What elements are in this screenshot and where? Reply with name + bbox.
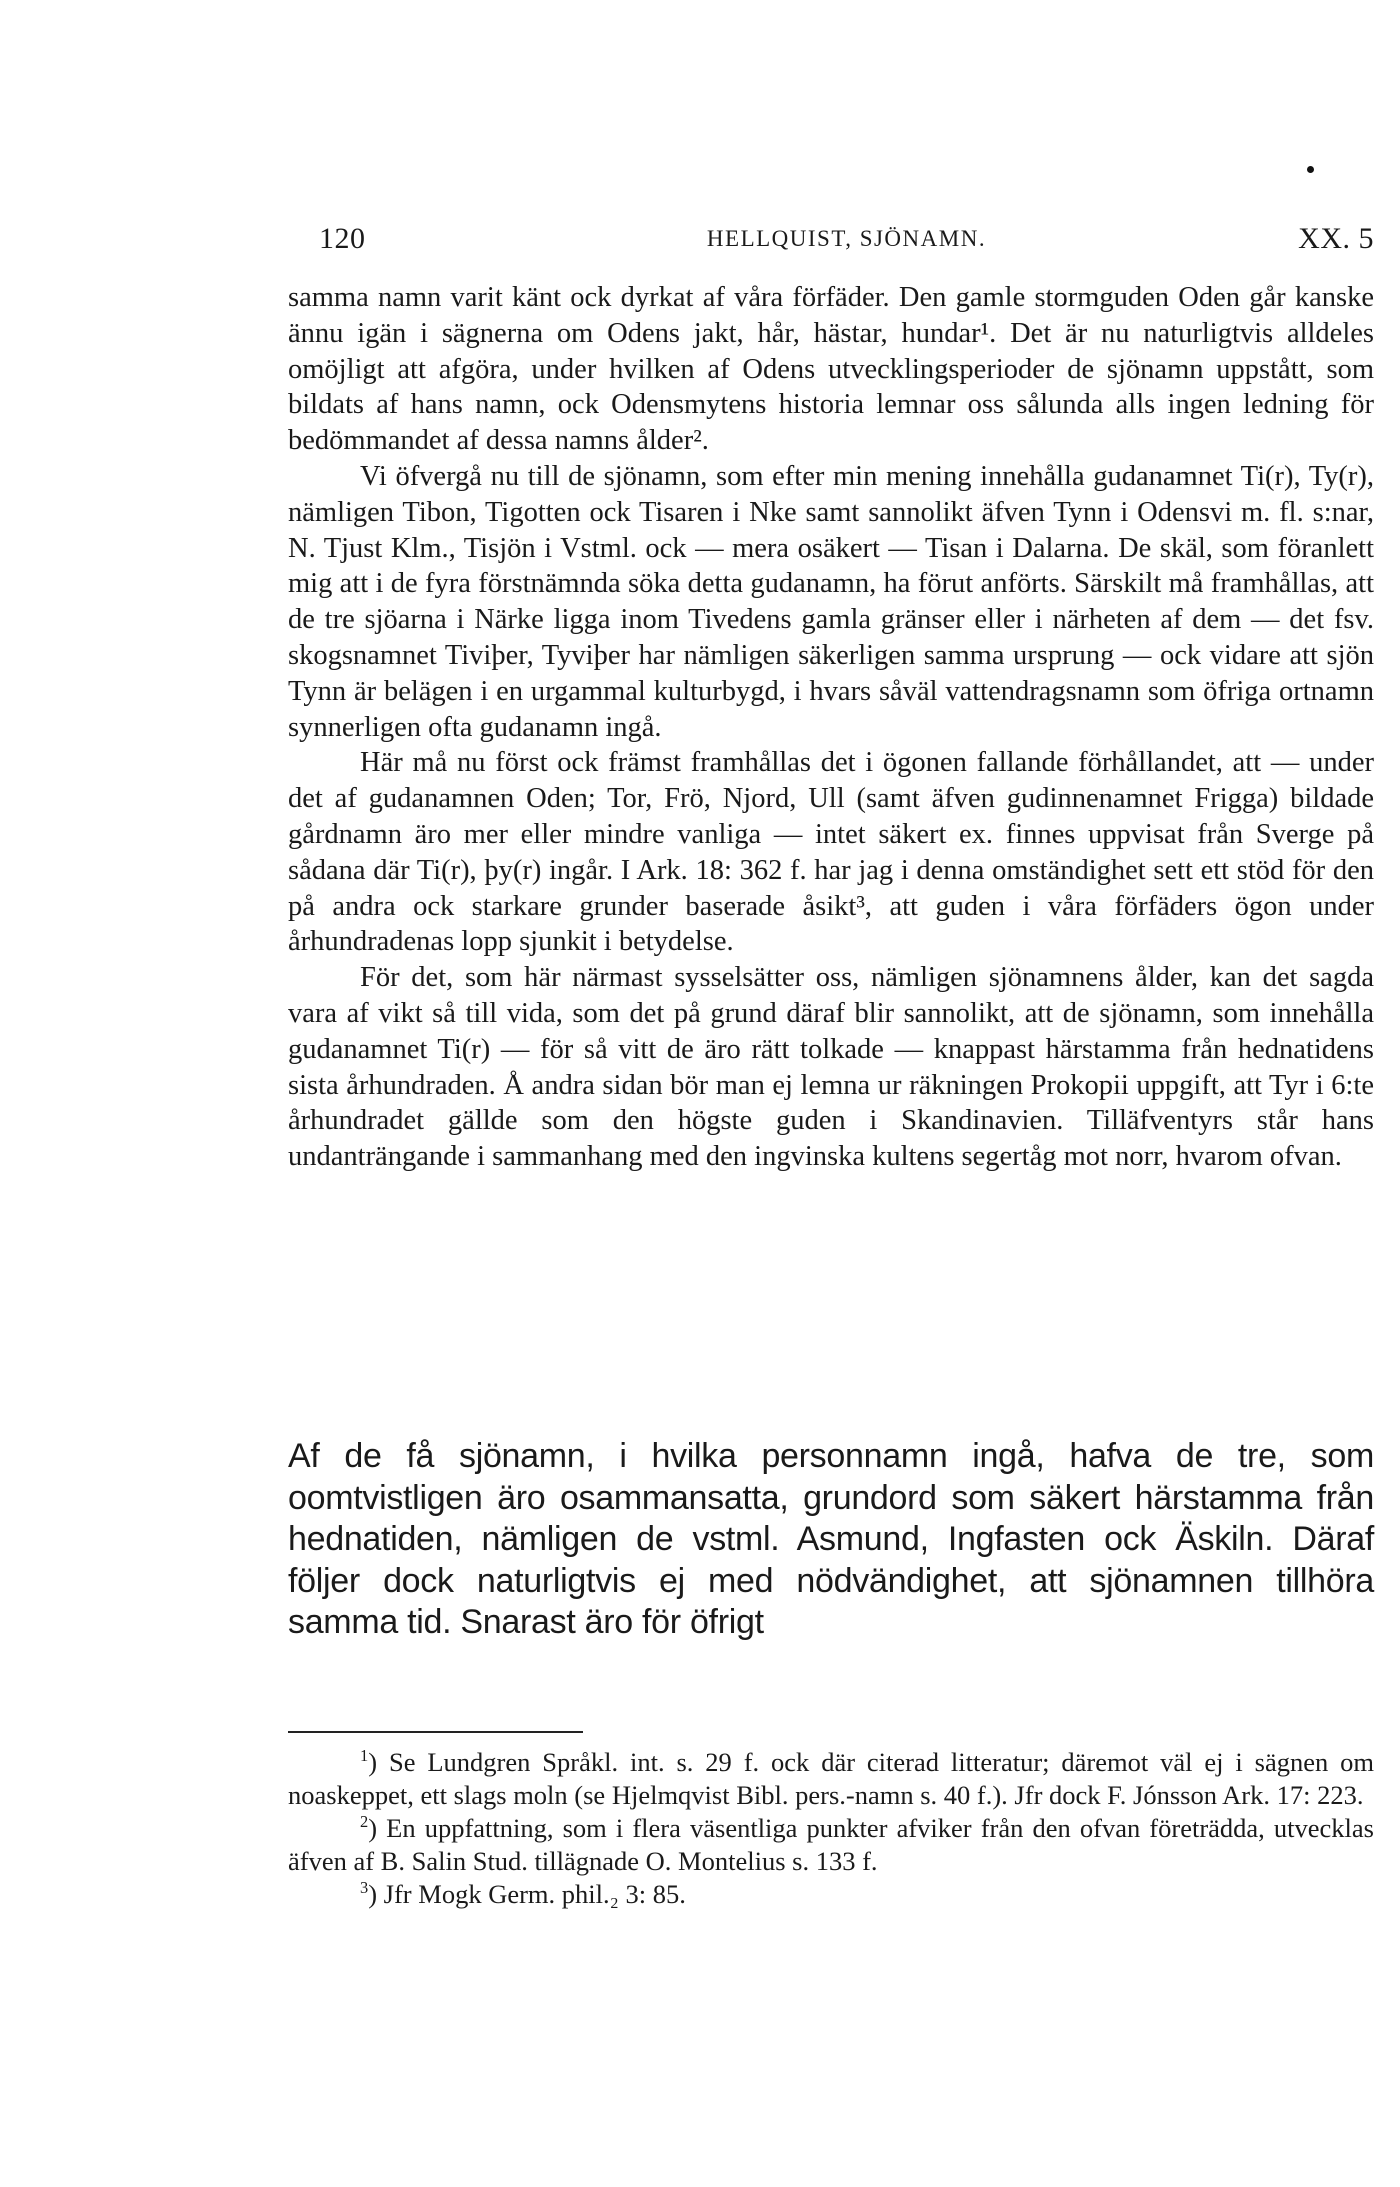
- footnote-marker: 1: [360, 1746, 369, 1766]
- large-paragraph: Af de få sjönamn, i hvilka personnamn ingå, hafva de tre, som oomtvistligen äro osammansatta, grundord som säkert härstamma från hednatiden, nämligen de vstml. Asmund, Ingfasten ock Äskiln. Däraf följer dock naturligtvis ej med nödvändighet, att sjönamnen tillhöra samma tid. Snarast äro för öfrigt: [288, 1437, 1374, 1641]
- footnote-text: Se Lundgren Språkl. int. s. 29 f. ock där citerad litteratur; däremot väl ej i sägnen om noaskeppet, ett slags moln (se Hjelmqvist Bibl. pers.-namn s. 40 f.). Jfr dock F. Jónsson Ark. 17: 223.: [288, 1747, 1375, 1810]
- page-number: 120: [319, 222, 366, 255]
- running-title: HELLQUIST, SJÖNAMN.: [706, 226, 987, 251]
- footnote-rule: [288, 1731, 583, 1733]
- paragraph-1: samma namn varit känt ock dyrkat af våra förfäder. Den gamle stormguden Oden går kanske ännu igän i sägnerna om Odens jakt, hår, hästar, hundar¹. Det är nu naturligtvis alldeles omöjligt att afgöra, under hvilken af Odens utvecklingsperioder de sjönamn uppstått, som bildats af hans namn, ock Odensmytens historia lemnar oss sålunda alls ingen ledning för bedömmandet af dessa namns ålder².: [288, 282, 1374, 457]
- paragraph-3: Här må nu först ock främst framhållas det i ögonen fallande förhållandet, att — under det af gudanamnen Oden; Tor, Frö, Njord, Ull (samt äfven gudinnenamnet Frigga) bildade gårdnamn äro mer eller mindre vanliga — intet säkert ex. finnes uppvisat från Sverge på sådana där Ti(r), þy(r) ingår. I Ark. 18: 362 f. har jag i denna omständighet sett ett stöd för den på andra ock starkare grunder baserade åsikt³, att guden i våra förfäders ögon under århundradenas lopp sjunkit i betydelse.: [288, 747, 1374, 958]
- footnotes: [288, 1746, 1374, 1911]
- main-text: [288, 280, 1374, 1175]
- section-number: XX. 5: [1298, 222, 1374, 255]
- footnote-text: En uppfattning, som i flera väsentliga punkter afviker från den ofvan företrädda, utvecklas äfven af B. Salin Stud. tillägnade O. Montelius s. 133 f.: [288, 1813, 1374, 1876]
- large-type-section: [288, 1436, 1374, 1644]
- footnote-text: Jfr Mogk Germ. phil.₂ 3: 85.: [383, 1879, 686, 1909]
- running-header: [319, 222, 1374, 262]
- footnote-3: $^3$) Jfr Mogk Germ. phil.₂ 3: 85.: [360, 1878, 686, 1909]
- footnote-2: $^2$) En uppfattning, som i flera väsentliga punkter afviker från den ofvan företrädda, utvecklas äfven af B. Salin Stud. tillägnade O. Montelius s. 133 f.: [288, 1812, 1374, 1876]
- footnote-marker: 3: [360, 1878, 369, 1898]
- paragraph-2: Vi öfvergå nu till de sjönamn, som efter min mening innehålla gudanamnet Ti(r), Ty(r), nämligen Tibon, Tigotten ock Tisaren i Nke samt sannolikt äfven Tynn i Odensvi m. fl. s:nar, N. Tjust Klm., Tisjön i Vstml. ock — mera osäkert — Tisan i Dalarna. De skäl, som föranlett mig att i de fyra förstnämnda söka detta gudanamn, ha förut anförts. Särskilt må framhållas, att de tre sjöarna i Närke ligga inom Tivedens gamla gränser eller i närheten af dem — det fsv. skogsnamnet Tiviþer, Tyviþer har nämligen säkerligen samma ursprung — ock vidare att sjön Tynn är belägen i en urgammal kulturbygd, i hvars såväl vattendragsnamn som öfriga ortnamn synnerligen ofta gudanamn ingå.: [288, 460, 1374, 743]
- ink-speck: [1307, 166, 1314, 173]
- paragraph-4: För det, som här närmast sysselsätter oss, nämligen sjönamnens ålder, kan det sagda vara af vikt så till vida, som det på grund däraf blir sannolikt, att de sjönamn, som innehålla gudanamnet Ti(r) — för så vitt de äro rätt tolkade — knappast härstamma från hednatidens sista århundraden. Å andra sidan bör man ej lemna ur räkningen Prokopii uppgift, att Tyr i 6:te århundradet gällde som den högste guden i Skandinavien. Tilläfventyrs står hans undanträngande i sammanhang med den ingvinska kultens segertåg mot norr, hvarom ofvan.: [288, 962, 1374, 1173]
- footnote-marker: 2: [360, 1812, 369, 1832]
- footnote-1: $^1$) Se Lundgren Språkl. int. s. 29 f. ock där citerad litteratur; däremot väl ej i sägnen om noaskeppet, ett slags moln (se Hjelmqvist Bibl. pers.-namn s. 40 f.). Jfr dock F. Jónsson Ark. 17: 223.: [288, 1746, 1375, 1810]
